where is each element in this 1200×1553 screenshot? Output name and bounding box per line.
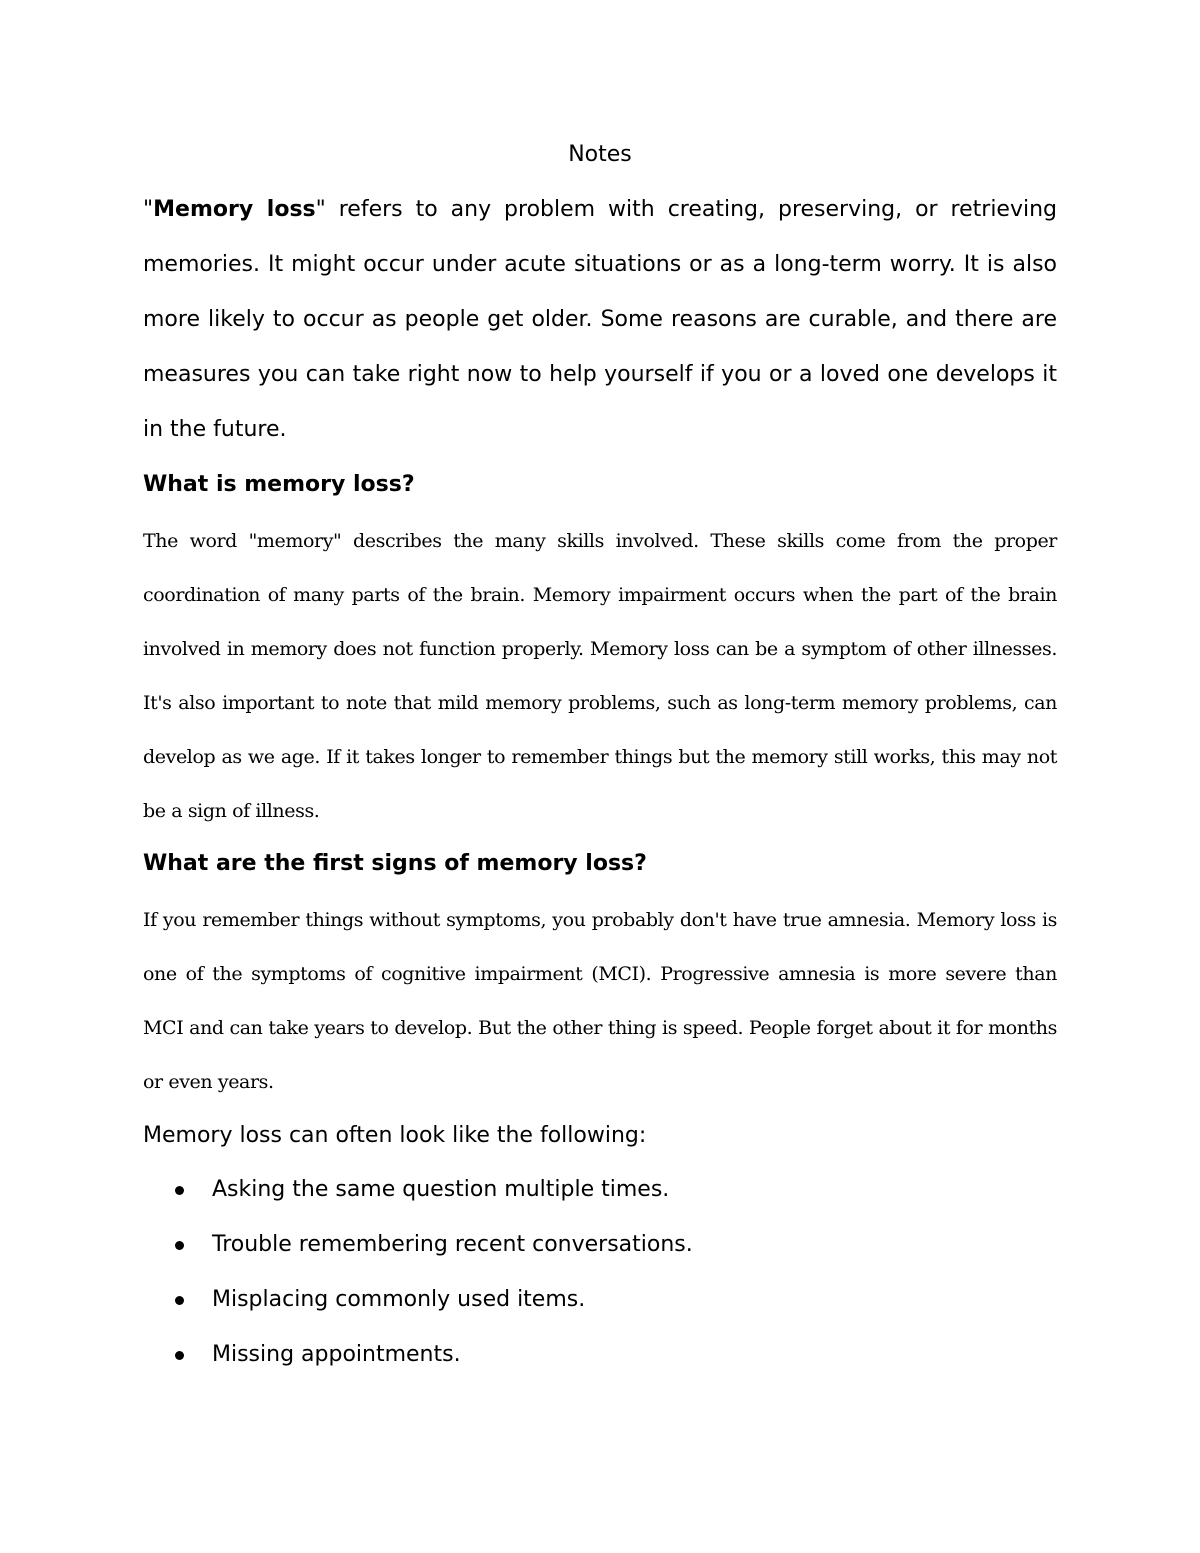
bullet-icon — [175, 1351, 184, 1360]
symptom-list — [143, 1172, 1057, 1392]
page-title: Notes — [568, 142, 632, 167]
list-item — [143, 1172, 1057, 1227]
list-item-text: Trouble remembering recent conversations. — [212, 1232, 693, 1257]
bullet-icon — [175, 1241, 184, 1250]
list-item — [143, 1337, 1057, 1392]
intro-open-quote: " — [143, 197, 154, 222]
intro-text: " refers to any problem with creating, preserving, or retrieving memories. It might occur under acute situations or as a long-term worry. It is also more likely to occur as people get older. Some reasons are curable, and there are measures you can take right now to help yourself if you or a loved one develops it in the future. — [143, 197, 1058, 442]
list-item-text: Asking the same question multiple times. — [212, 1177, 670, 1202]
list-item-text: Misplacing commonly used items. — [212, 1287, 586, 1312]
list-item-text: Missing appointments. — [212, 1342, 461, 1367]
section-heading-first-signs: What are the first signs of memory loss? — [143, 851, 647, 876]
section-body-first-signs: If you remember things without symptoms, you probably don't have true amnesia. Memory loss is one of the symptoms of cognitive impairment (MCI). Progressive amnesia is more severe than MCI and can take years to develop. But the other thing is speed. People forget about it for months or even years. — [143, 909, 1057, 1093]
intro-term: Memory loss — [153, 197, 316, 222]
section-body-what-is: The word "memory" describes the many skills involved. These skills come from the proper coordination of many parts of the brain. Memory impairment occurs when the part of the brain involved in memory does not function properly. Memory loss can be a symptom of other illnesses. It's also important to note that mild memory problems, such as long-term memory problems, can develop as we age. If it takes longer to remember things but the memory still works, this may not be a sign of illness. — [143, 530, 1057, 822]
list-item — [143, 1227, 1057, 1282]
list-item — [143, 1282, 1057, 1337]
section-heading-what-is: What is memory loss? — [143, 472, 415, 497]
intro-paragraph — [143, 182, 1057, 457]
bullet-icon — [175, 1186, 184, 1195]
list-lead: Memory loss can often look like the following: — [143, 1123, 647, 1148]
bullet-icon — [175, 1296, 184, 1305]
